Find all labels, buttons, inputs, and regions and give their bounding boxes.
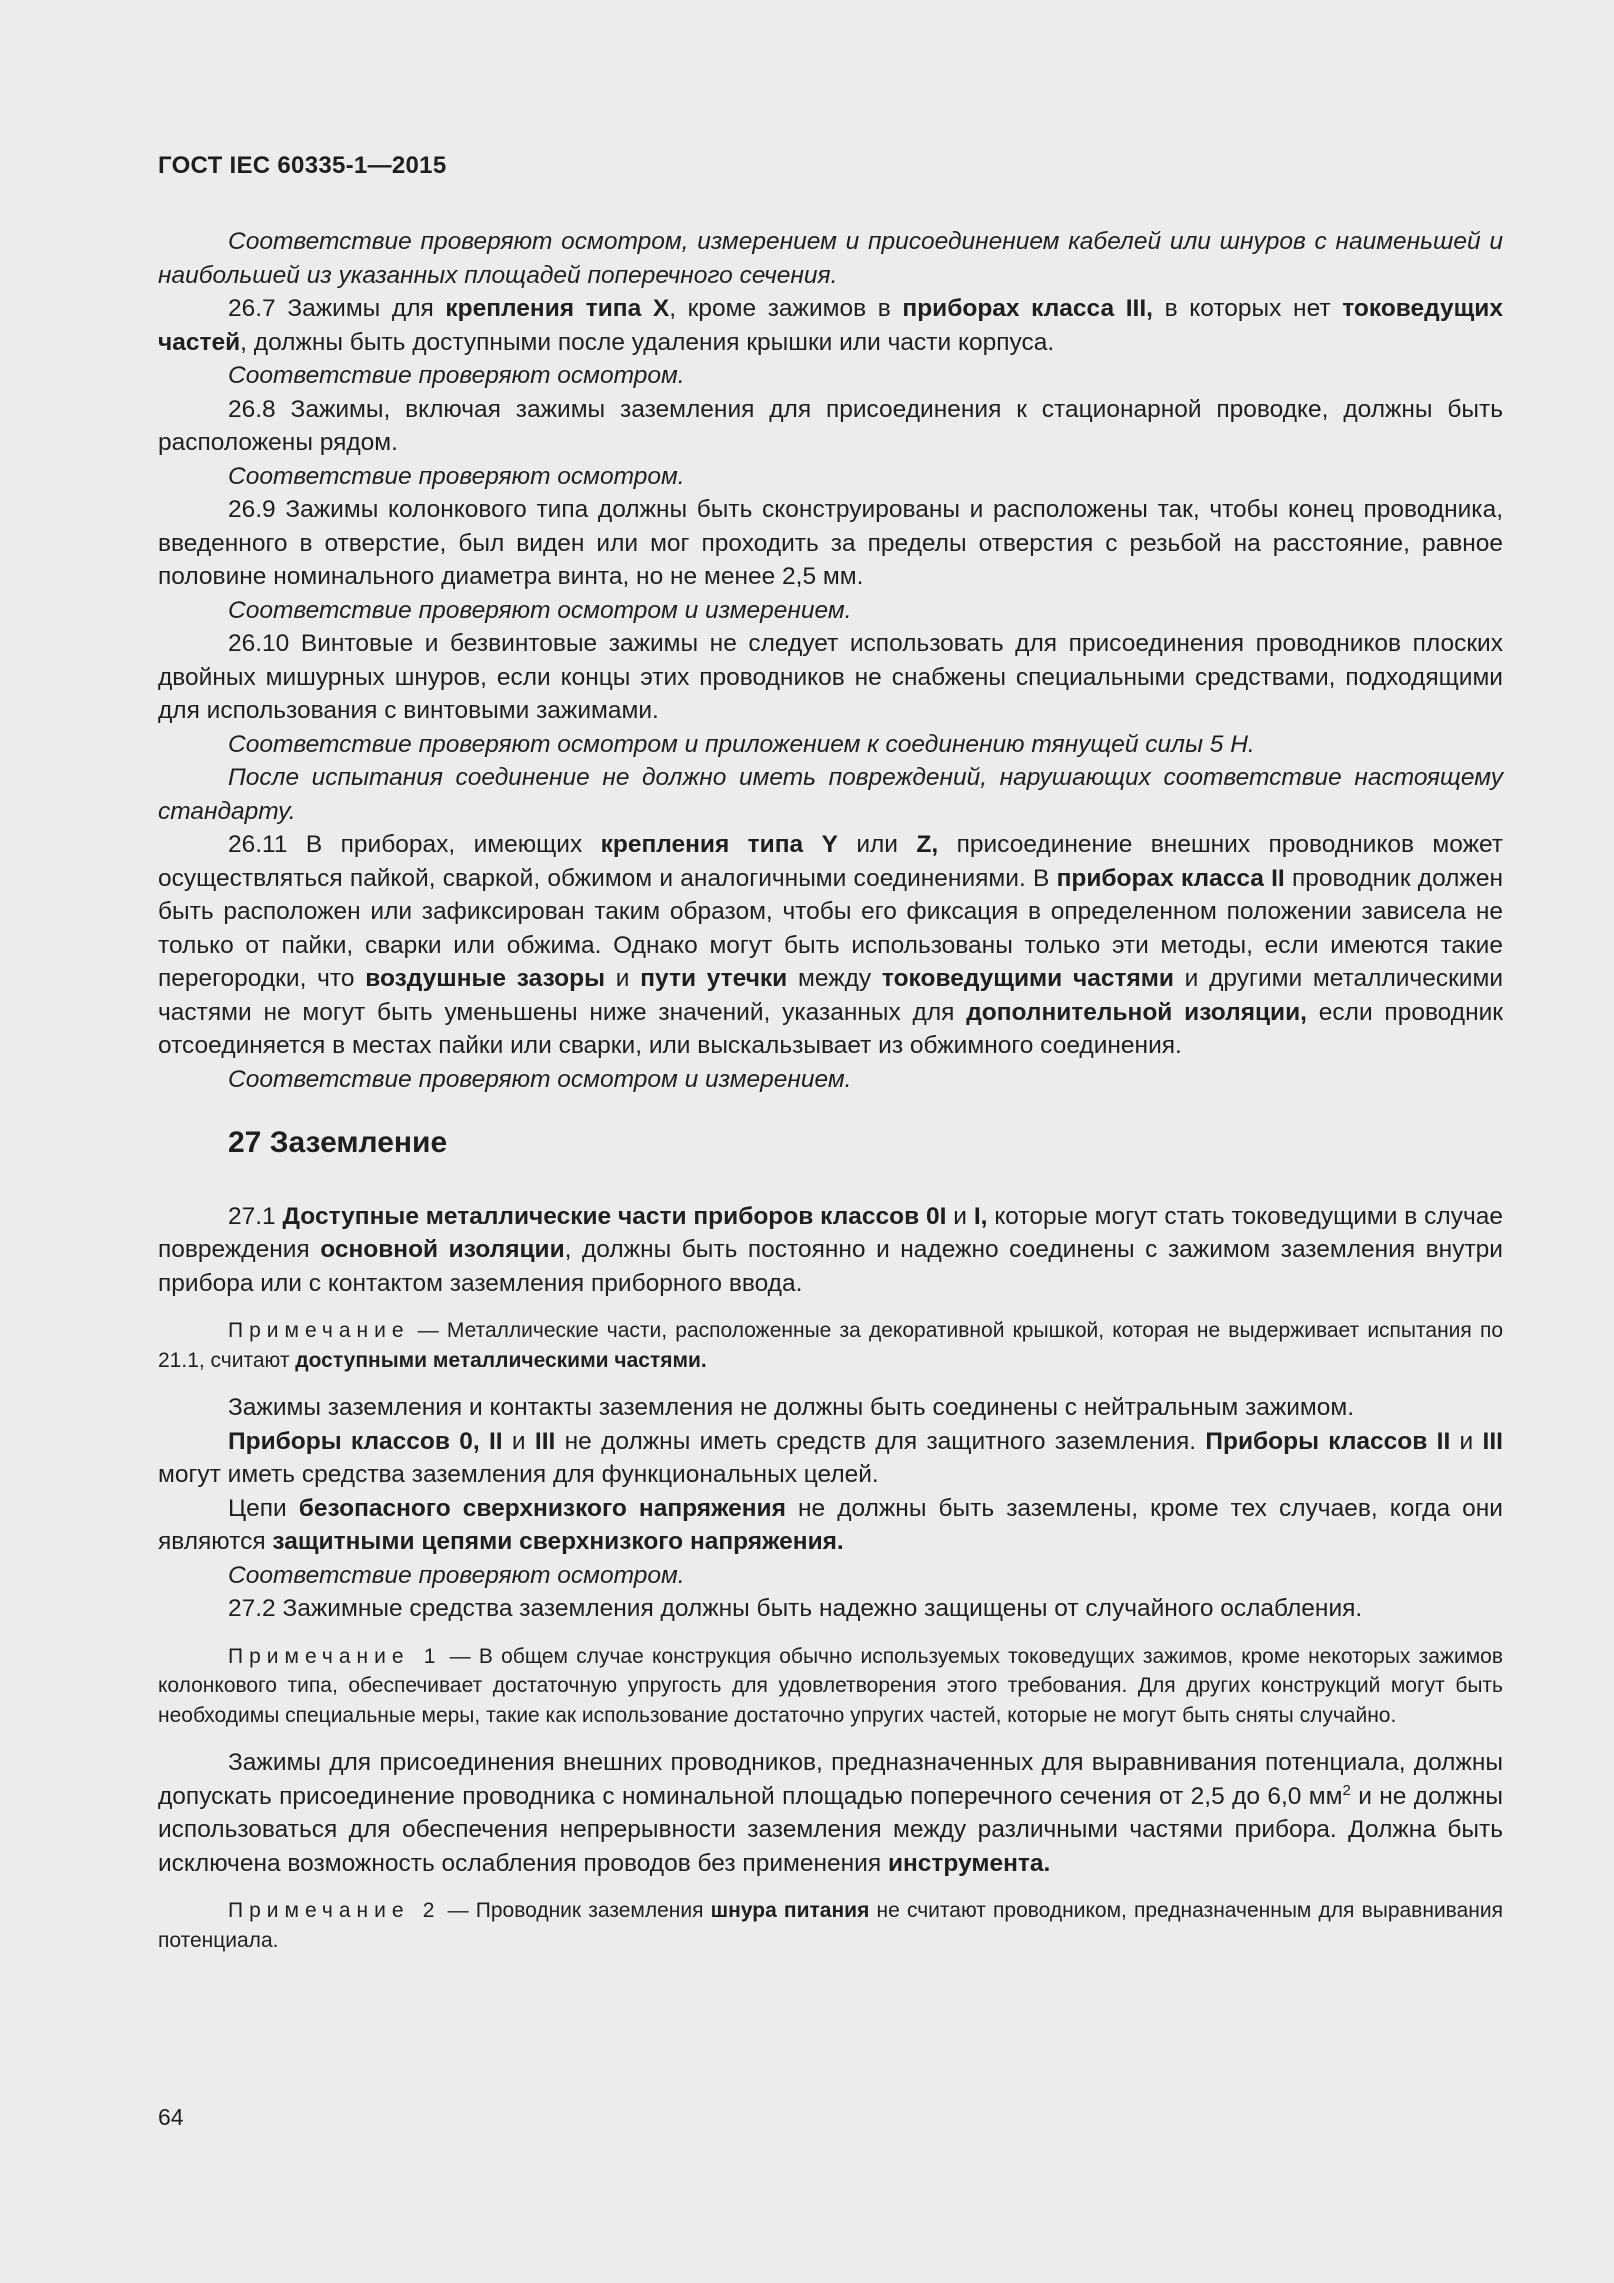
note: Примечание — Металлические части, расположенные за декоративной крышкой, которая не выдерживает испытания по 21.1, считают доступными металлическими частями. [158, 1319, 1503, 1372]
compliance-note: Соответствие проверяют осмотром. [228, 362, 685, 389]
note: Примечание 2 — Проводник заземления шнура питания не считают проводником, предназначенным для выравнивания потенциала. [158, 1899, 1503, 1952]
paragraph: Соответствие проверяют осмотром, измерением и присоединением кабелей или шнуров с наименьшей и наибольшей из указанных площадей поперечного сечения. [158, 228, 1503, 289]
clause-26-10: 26.10 Винтовые и безвинтовые зажимы не следует использовать для присоединения проводников плоских двойных мишурных шнуров, если концы этих проводников не снабжены специальными средствами, подходящими для использования с винтовыми зажимами. [158, 630, 1503, 724]
page-number: 64 [158, 2104, 184, 2130]
compliance-note: Соответствие проверяют осмотром. [228, 1561, 685, 1589]
paragraph: Приборы классов 0, II и III не должны иметь средств для защитного заземления. Приборы классов II и III могут иметь средства заземления для функциональных целей. [158, 1427, 1503, 1488]
compliance-note: После испытания соединение не должно иметь повреждений, нарушающих соответствие настоящему стандарту. [158, 764, 1503, 825]
clause-26-7: 26.7 Зажимы для крепления типа X, кроме зажимов в приборах класса III, в которых нет токоведущих частей, должны быть доступными после удаления крышки или части корпуса. [158, 295, 1503, 356]
compliance-note: Соответствие проверяют осмотром и приложением к соединению тянущей силы 5 Н. [228, 730, 1255, 758]
clause-26-11: 26.11 В приборах, имеющих крепления типа Y или Z, присоединение внешних проводников может осуществляться пайкой, сваркой, обжимом и аналогичными соединениями. В приборах класса II проводник должен быть расположен или зафиксирован таким образом, чтобы его фиксация в определенном положении зависела не только от пайки, сварки или обжима. Однако могут быть использованы только эти методы, если имеются такие перегородки, что воздушные зазоры и пути утечки между токоведущими частями и другими металлическими частями не могут быть уменьшены ниже значений, указанных для дополнительной изоляции, если проводник отсоединяется в местах пайки или сварки, или выскальзывает из обжимного соединения. [158, 831, 1504, 1059]
note: Примечание 1 — В общем случае конструкция обычно используемых токоведущих зажимов, кроме некоторых зажимов колонкового типа, обеспечивает достаточную упругость для удовлетворения этого требования. Для других конструкций могут быть необходимы специальные меры, такие как использование достаточно упругих частей, которые не могут быть сняты случайно. [158, 1644, 1503, 1727]
standard-header: ГОСТ IEC 60335-1—2015 [158, 152, 447, 179]
compliance-note: Соответствие проверяют осмотром. [228, 462, 685, 490]
compliance-note: Соответствие проверяют осмотром и измерением. [228, 596, 852, 624]
compliance-note: Соответствие проверяют осмотром и измерением. [228, 1065, 852, 1093]
paragraph: Зажимы заземления и контакты заземления не должны быть соединены с нейтральным зажимом. [228, 1394, 1355, 1421]
clause-27-2: 27.2 Зажимные средства заземления должны быть надежно защищены от случайного ослабления. [228, 1595, 1363, 1622]
paragraph: Цепи безопасного сверхнизкого напряжения не должны быть заземлены, кроме тех случаев, когда они являются защитными цепями сверхнизкого напряжения. [158, 1494, 1503, 1555]
section-title: 27 Заземление [228, 1126, 448, 1159]
clause-26-8: 26.8 Зажимы, включая зажимы заземления для присоединения к стационарной проводке, должны быть расположены рядом. [158, 395, 1503, 456]
clause-26-9: 26.9 Зажимы колонкового типа должны быть сконструированы и расположены так, чтобы конец проводника, введенного в отверстие, был виден или мог проходить за пределы отверстия с резьбой на расстояние, равное половине номинального диаметра винта, но не менее 2,5 мм. [158, 496, 1503, 590]
clause-27-1: 27.1 Доступные металлические части приборов классов 0I и I, которые могут стать токоведущими в случае повреждения основной изоляции, должны быть постоянно и надежно соединены с зажимом заземления внутри прибора или с контактом заземления приборного ввода. [158, 1202, 1503, 1297]
document-body [158, 225, 1503, 1971]
paragraph: Зажимы для присоединения внешних проводников, предназначенных для выравнивания потенциала, должны допускать присоединение проводника с номинальной площадью поперечного сечения от 2,5 до 6,0 $мм^2$ и не должны использоваться для обеспечения непрерывности заземления между различными частями прибора. Должна быть исключена возможность ослабления проводов без применения инструмента. [158, 1749, 1503, 1877]
